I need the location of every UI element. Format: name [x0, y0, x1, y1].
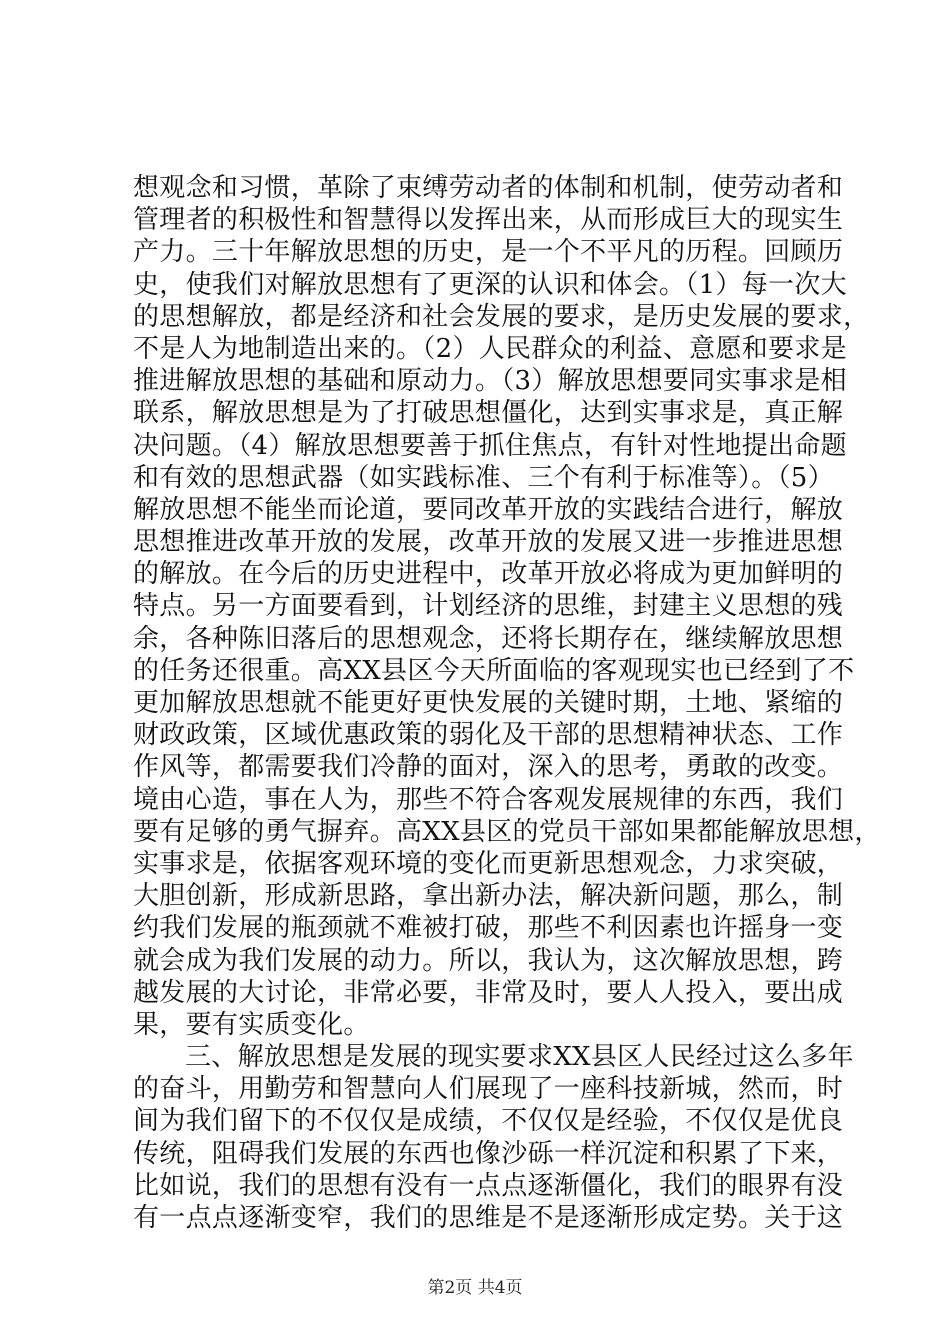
text-line: 传统，阻碍我们发展的东西也像沙砾一样沉淀和积累了下来，	[133, 1138, 844, 1169]
text-line: 间为我们留下的不仅仅是成绩，不仅仅是经验，不仅仅是优良	[133, 1106, 844, 1137]
text-line: 要有足够的勇气摒弃。高XX县区的党员干部如果都能解放思想，	[133, 816, 881, 847]
text-line: 想观念和习惯，革除了束缚劳动者的体制和机制，使劳动者和	[133, 173, 844, 203]
text-line: 的解放。在今后的历史进程中，改革开放必将成为更加鲜明的	[133, 559, 844, 590]
section-heading-line: 三、解放思想是发展的现实要求XX县区人民经过这么多年	[185, 1042, 854, 1073]
text-line: 和有效的思想武器（如实践标准、三个有利于标准等）。（5）	[133, 462, 834, 493]
text-line: 果，要有实质变化。	[133, 1009, 370, 1040]
text-line: 实事求是，依据客观环境的变化而更新思想观念，力求突破，	[133, 848, 844, 879]
text-line: 的奋斗，用勤劳和智慧向人们展现了一座科技新城，然而，时	[133, 1074, 844, 1105]
text-line: 境由心造，事在人为，那些不符合客观发展规律的东西，我们	[133, 784, 844, 815]
text-line: 管理者的积极性和智慧得以发挥出来，从而形成巨大的现实生	[133, 205, 844, 236]
text-line: 产力。三十年解放思想的历史，是一个不平凡的历程。回顾历	[133, 237, 844, 268]
text-line: 就会成为我们发展的动力。所以，我认为，这次解放思想，跨	[133, 945, 844, 976]
text-line: 不是人为地制造出来的。（2）人民群众的利益、意愿和要求是	[133, 333, 847, 364]
text-line: 联系，解放思想是为了打破思想僵化，达到实事求是，真正解	[133, 398, 844, 429]
text-line: 财政政策，区域优惠政策的弱化及干部的思想精神状态、工作	[133, 720, 844, 751]
text-line: 解放思想不能坐而论道，要同改革开放的实践结合进行，解放	[133, 494, 844, 525]
text-line: 特点。另一方面要看到，计划经济的思维，封建主义思想的残	[133, 591, 844, 622]
text-line: 有一点点逐渐变窄，我们的思维是不是逐渐形成定势。关于这	[133, 1203, 844, 1233]
text-line: 的思想解放，都是经济和社会发展的要求，是历史发展的要求，	[133, 301, 870, 332]
text-line: 的任务还很重。高XX县区今天所面临的客观现实也已经到了不	[133, 655, 855, 686]
text-line: 约我们发展的瓶颈就不难被打破，那些不利因素也许摇身一变	[133, 913, 844, 944]
page-number-footer: 第2页 共4页	[427, 1278, 523, 1298]
body-text	[133, 172, 881, 1234]
text-line: 余，各种陈旧落后的思想观念，还将长期存在，继续解放思想	[133, 623, 844, 654]
text-line: 思想推进改革开放的发展，改革开放的发展又进一步推进思想	[133, 527, 844, 558]
text-line: 决问题。（4）解放思想要善于抓住焦点，有针对性地提出命题	[133, 430, 847, 461]
text-line: 作风等，都需要我们冷静的面对，深入的思考，勇敢的改变。	[133, 752, 844, 783]
text-line: 比如说，我们的思想有没有一点点逐渐僵化，我们的眼界有没	[133, 1170, 844, 1201]
text-line: 大胆创新，形成新思路，拿出新办法，解决新问题，那么，制	[133, 881, 844, 912]
text-line: 更加解放思想就不能更好更快发展的关键时期，土地、紧缩的	[133, 688, 844, 718]
text-line: 越发展的大讨论，非常必要，非常及时，要人人投入，要出成	[133, 977, 844, 1008]
text-line: 推进解放思想的基础和原动力。（3）解放思想要同实事求是相	[133, 366, 847, 397]
text-line: 史，使我们对解放思想有了更深的认识和体会。（1）每一次大	[133, 269, 847, 300]
